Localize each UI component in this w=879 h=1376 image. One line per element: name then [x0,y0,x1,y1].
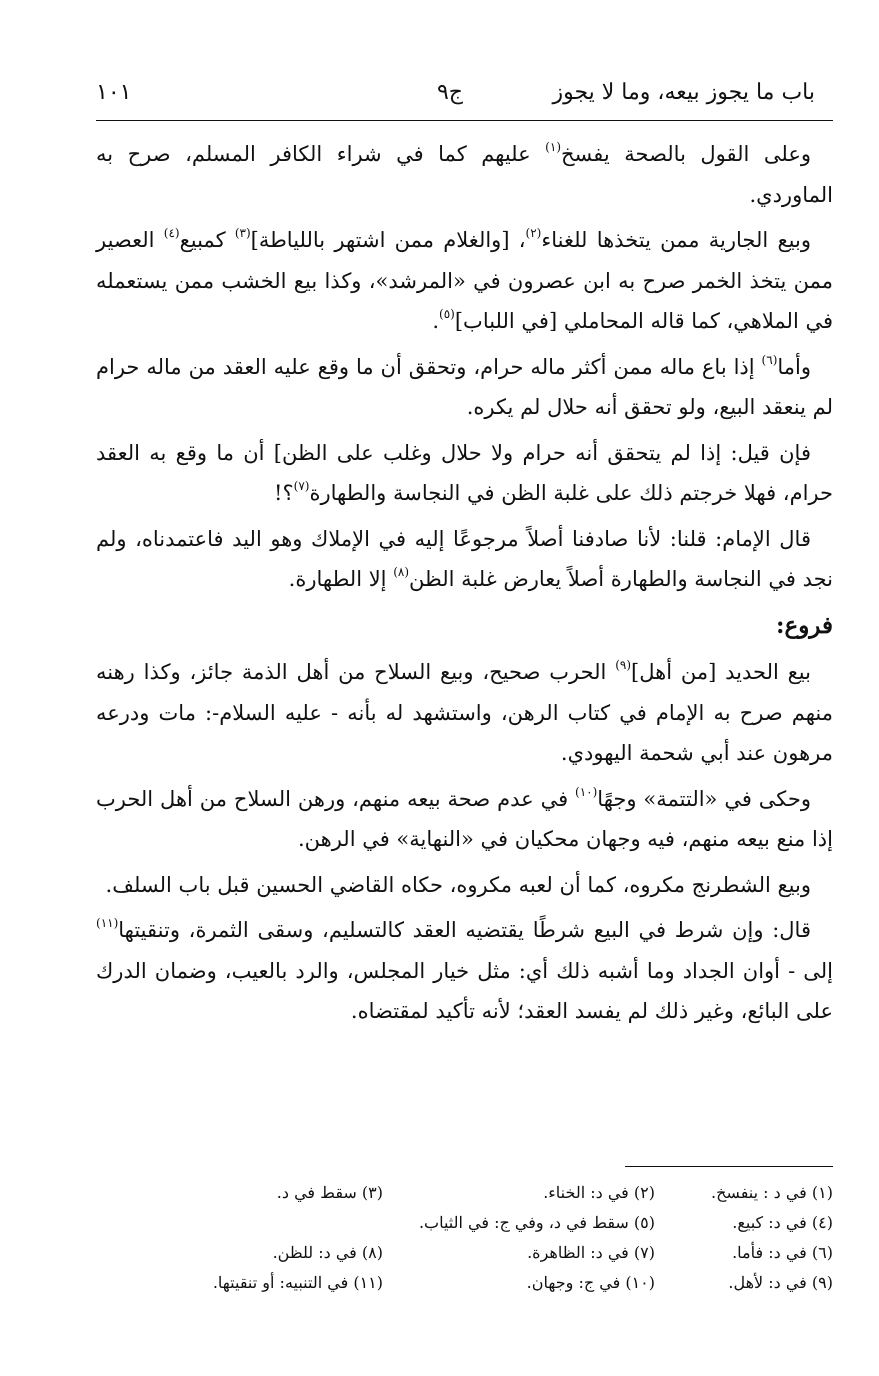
footnote-marker: (١) [545,140,561,154]
footnote-marker: (٤) [163,226,180,240]
footnote: (٨) في د: للظن. [272,1243,383,1262]
text-run: إذا باع ماله ممن أكثر ماله حرام، وتحقق أن ما وقع عليه العقد من ماله حرام لم ينعقد البيع، ولو تحقق أنه حلال لم يكره. [96,354,833,419]
paragraph [96,347,833,428]
text-run: إلى - أوان الجداد وما أشبه ذلك أي: مثل خيار المجلس، والرد بالعيب، وضمان الدرك على البائع، وغير ذلك لم يفسد العقد؛ لأنه تأكيد لمقتضاه. [96,958,833,1023]
footnote-marker: (٧) [293,479,310,493]
footnote-marker: (٩) [615,658,632,672]
text-run: كمبيع [179,228,235,252]
footnote: (٢) في د: الخناء. [543,1183,655,1202]
footnotes [110,1178,833,1298]
footnote-marker: (٦) [761,352,778,367]
paragraph [96,910,833,1032]
text-run: وبيع الجارية ممن يتخذها للغناء [541,228,811,252]
volume-label: ج٩ [436,80,463,105]
footnote: (٧) في د: الظاهرة. [527,1243,655,1262]
footnote-row [110,1178,833,1208]
text-run: وحكى في «التتمة» وجهًا [597,786,811,811]
text-run: ؟! [274,481,294,505]
footnote: (١٠) في ج: وجهان. [526,1273,655,1292]
footnote-marker: (٣) [234,226,251,240]
footnote: (١١) في التنبيه: أو تنقيتها. [212,1273,383,1292]
paragraph [96,865,833,906]
text-run: عليهم كما في شراء الكافر المسلم، صرح به الماوردي. [96,142,833,207]
text-run: وأما [777,354,811,379]
footnote-marker: (٥) [439,307,455,321]
text-run: ، [والغلام ممن اشتهر باللياطة] [250,228,526,252]
footnote-row [110,1208,833,1238]
paragraph [96,779,833,860]
footnote-marker: (١٠) [575,784,598,799]
text-run: قال الإمام: قلنا: لأنا صادفنا أصلاً مرجوعًا إليه في الإملاك وهو اليد فاعتمدناه، ولم نجد في النجاسة والطهارة أصلاً يعارض غلبة الظن [96,526,833,591]
running-header [96,74,815,114]
text-run: قال: وإن شرط في البيع شرطًا يقتضيه العقد كالتسليم، وسقى الثمرة، وتنقيتها [118,918,811,942]
footnote: (٥) سقط في د، وفي ج: في الثياب. [418,1213,655,1232]
footnote: (٤) في د: كبيع. [732,1213,833,1232]
paragraph-group [96,134,833,600]
text-run: العصير ممن يتخذ الخمر صرح به ابن عصرون في «المرشد»، وكذا بيع الخشب ممن يستعمله في الملاهي، كما قاله المحاملي [في اللباب] [96,228,833,333]
footnote: (١) في د : ينفسخ. [711,1183,833,1202]
footnote: (٦) في د: فأما. [732,1243,833,1262]
footnote: (٣) سقط في د. [276,1183,383,1202]
footnote-row [110,1268,833,1298]
main-text [96,134,833,1037]
paragraph [96,519,833,600]
paragraph [96,134,833,215]
text-run: فإن قيل: إذا لم يتحقق أنه حرام ولا حلال وغلب على الظن] أن ما وقع به العقد حرام، فهلا خرجتم ذلك على غلبة الظن في النجاسة والطهارة [96,440,833,505]
paragraph-group [96,652,833,1032]
paragraph [96,220,833,342]
section-heading: فروع: [775,611,833,639]
footnote-marker: (١١) [96,916,119,930]
text-run: وعلى القول بالصحة يفسخ [561,142,812,166]
text-run: الحرب صحيح، وبيع السلاح من أهل الذمة جائز، وكذا رهنه منهم صرح به الإمام في كتاب الرهن، واستشهد له بأنه - عليه السلام-: مات ودرعه مرهون عند أبي شحمة اليهودي. [96,660,833,765]
footnote-marker: (٢) [525,226,542,240]
paragraph [96,433,833,514]
paragraph [96,652,833,774]
text-run: . [432,309,440,333]
footnote-marker: (٨) [393,565,410,579]
page-number: ١٠١ [96,80,132,105]
footnote-rule [625,1166,833,1167]
chapter-title: باب ما يجوز بيعه، وما لا يجوز [552,80,815,105]
text-run: إلا الطهارة. [288,567,394,591]
text-run: بيع الحديد [من أهل] [631,660,811,684]
text-run: في عدم صحة بيعه منهم، ورهن السلاح من أهل الحرب إذا منع بيعه منهم، فيه وجهان محكيان في «النهاية» في الرهن. [96,786,833,851]
text-run: وبيع الشطرنج مكروه، كما أن لعبه مكروه، حكاه القاضي الحسين قبل باب السلف. [105,872,811,897]
footnote-row [110,1238,833,1268]
footnote: (٩) في د: لأهل. [728,1273,833,1292]
header-rule [96,120,833,121]
